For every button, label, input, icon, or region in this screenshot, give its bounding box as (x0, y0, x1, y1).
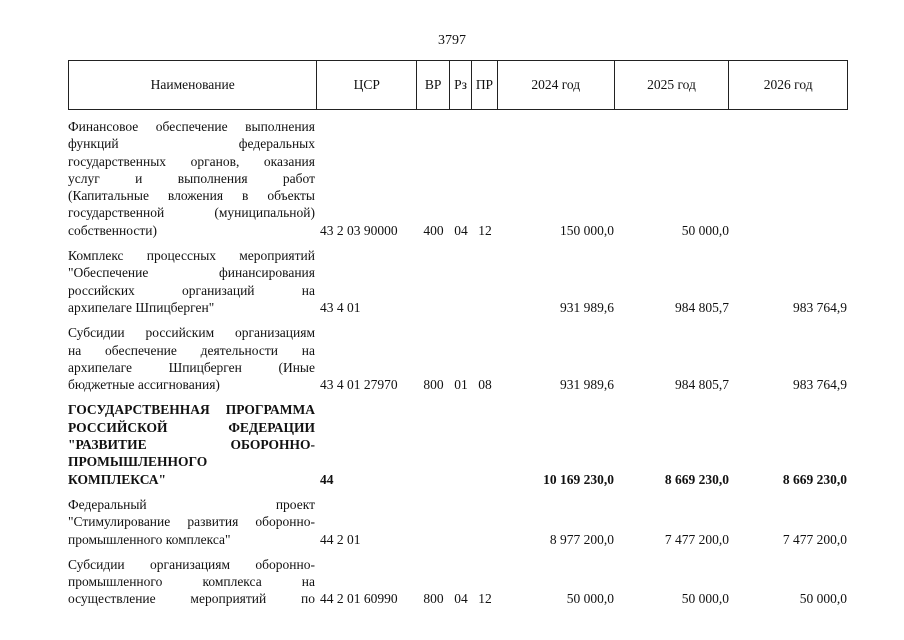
row-name-line: "РАЗВИТИЕ ОБОРОННО- (68, 437, 315, 453)
row-name (68, 247, 317, 316)
row-2024: 8 977 200,0 (549, 531, 614, 547)
row-name (68, 118, 317, 239)
row-rz: 04 (454, 591, 468, 607)
row-name-line: ГОСУДАРСТВЕННАЯ ПРОГРАММА (68, 402, 315, 418)
row-2026: 983 764,9 (793, 377, 847, 393)
row-name-line: государственных органов, оказания (68, 153, 315, 169)
row-2025: 8 669 230,0 (664, 471, 729, 487)
row-vr: 800 (423, 591, 444, 607)
row-2025: 984 805,7 (675, 299, 729, 315)
table-row (68, 324, 848, 393)
row-name-line: КОМПЛЕКСА" (68, 471, 167, 487)
row-pr: 12 (478, 591, 492, 607)
row-name-line: Субсидии российским организациям (68, 325, 315, 341)
row-name-line: промышленного комплекса на (68, 574, 315, 590)
row-name-line: бюджетные ассигнования) (68, 377, 220, 393)
table-row (68, 556, 848, 608)
header-vr: ВР (417, 61, 450, 109)
row-name-line: (Капитальные вложения в объекты (68, 188, 315, 204)
row-name-line: осуществление мероприятий по (68, 591, 315, 607)
row-name-line: РОССИЙСКОЙ ФЕДЕРАЦИИ (68, 419, 315, 435)
table-row (68, 247, 848, 316)
header-csr: ЦСР (317, 61, 417, 109)
row-2024: 931 989,6 (560, 299, 614, 315)
row-csr: 44 2 01 60990 (320, 591, 398, 607)
row-2025: 984 805,7 (675, 377, 729, 393)
row-2026: 8 669 230,0 (782, 471, 847, 487)
row-pr: 08 (478, 377, 492, 393)
row-name-line: ПРОМЫШЛЕННОГО (68, 454, 208, 470)
row-name (68, 401, 317, 487)
row-name-line: "Стимулирование развития оборонно- (68, 514, 315, 530)
row-name (68, 556, 317, 608)
header-2025: 2025 год (615, 61, 730, 109)
table-row (68, 401, 848, 487)
row-name-line: государственной (муниципальной) (68, 205, 315, 221)
row-name-line: собственности) (68, 222, 157, 238)
row-name-line: промышленного комплекса" (68, 531, 231, 547)
row-csr: 44 (320, 471, 334, 487)
header-pr: ПР (472, 61, 498, 109)
row-vr: 800 (423, 377, 444, 393)
row-name-line: Субсидии организациям оборонно- (68, 556, 315, 572)
header-rz: Рз (450, 61, 472, 109)
row-2026: 7 477 200,0 (782, 531, 847, 547)
row-csr: 44 2 01 (320, 531, 361, 547)
row-name-line: услуг и выполнения работ (68, 170, 315, 186)
row-2025: 50 000,0 (681, 591, 729, 607)
row-csr: 43 4 01 27970 (320, 377, 398, 393)
row-2024: 50 000,0 (566, 591, 614, 607)
row-name-line: на обеспечение деятельности на (68, 342, 315, 358)
table-row (68, 496, 848, 548)
row-2026: 983 764,9 (793, 299, 847, 315)
row-rz: 01 (454, 377, 468, 393)
header-name: Наименование (69, 61, 317, 109)
row-name-line: Федеральный проект (68, 496, 315, 512)
row-2024: 931 989,6 (560, 377, 614, 393)
row-csr: 43 4 01 (320, 299, 361, 315)
row-2025: 50 000,0 (681, 222, 729, 238)
row-name (68, 496, 317, 548)
row-name-line: "Обеспечение финансирования (68, 265, 315, 281)
table-body (68, 118, 848, 616)
row-pr: 12 (478, 222, 492, 238)
row-name-line: Комплекс процессных мероприятий (68, 248, 315, 264)
table-header (68, 60, 848, 110)
row-name-line: российских организаций на (68, 282, 315, 298)
row-name-line: архипелаге Шпицберген" (68, 299, 215, 315)
row-2026: 50 000,0 (799, 591, 847, 607)
table-row (68, 118, 848, 239)
row-2024: 10 169 230,0 (543, 471, 614, 487)
page-number: 3797 (438, 33, 466, 48)
row-name-line: функций федеральных (68, 136, 315, 152)
row-2024: 150 000,0 (560, 222, 614, 238)
row-csr: 43 2 03 90000 (320, 222, 398, 238)
header-2026: 2026 год (763, 77, 813, 92)
header-2024: 2024 год (498, 61, 615, 109)
row-name-line: архипелаге Шпицберген (Иные (68, 359, 315, 375)
row-name-line: Финансовое обеспечение выполнения (68, 119, 315, 134)
row-2025: 7 477 200,0 (664, 531, 729, 547)
row-vr: 400 (423, 222, 444, 238)
row-rz: 04 (454, 222, 468, 238)
row-name (68, 324, 317, 393)
